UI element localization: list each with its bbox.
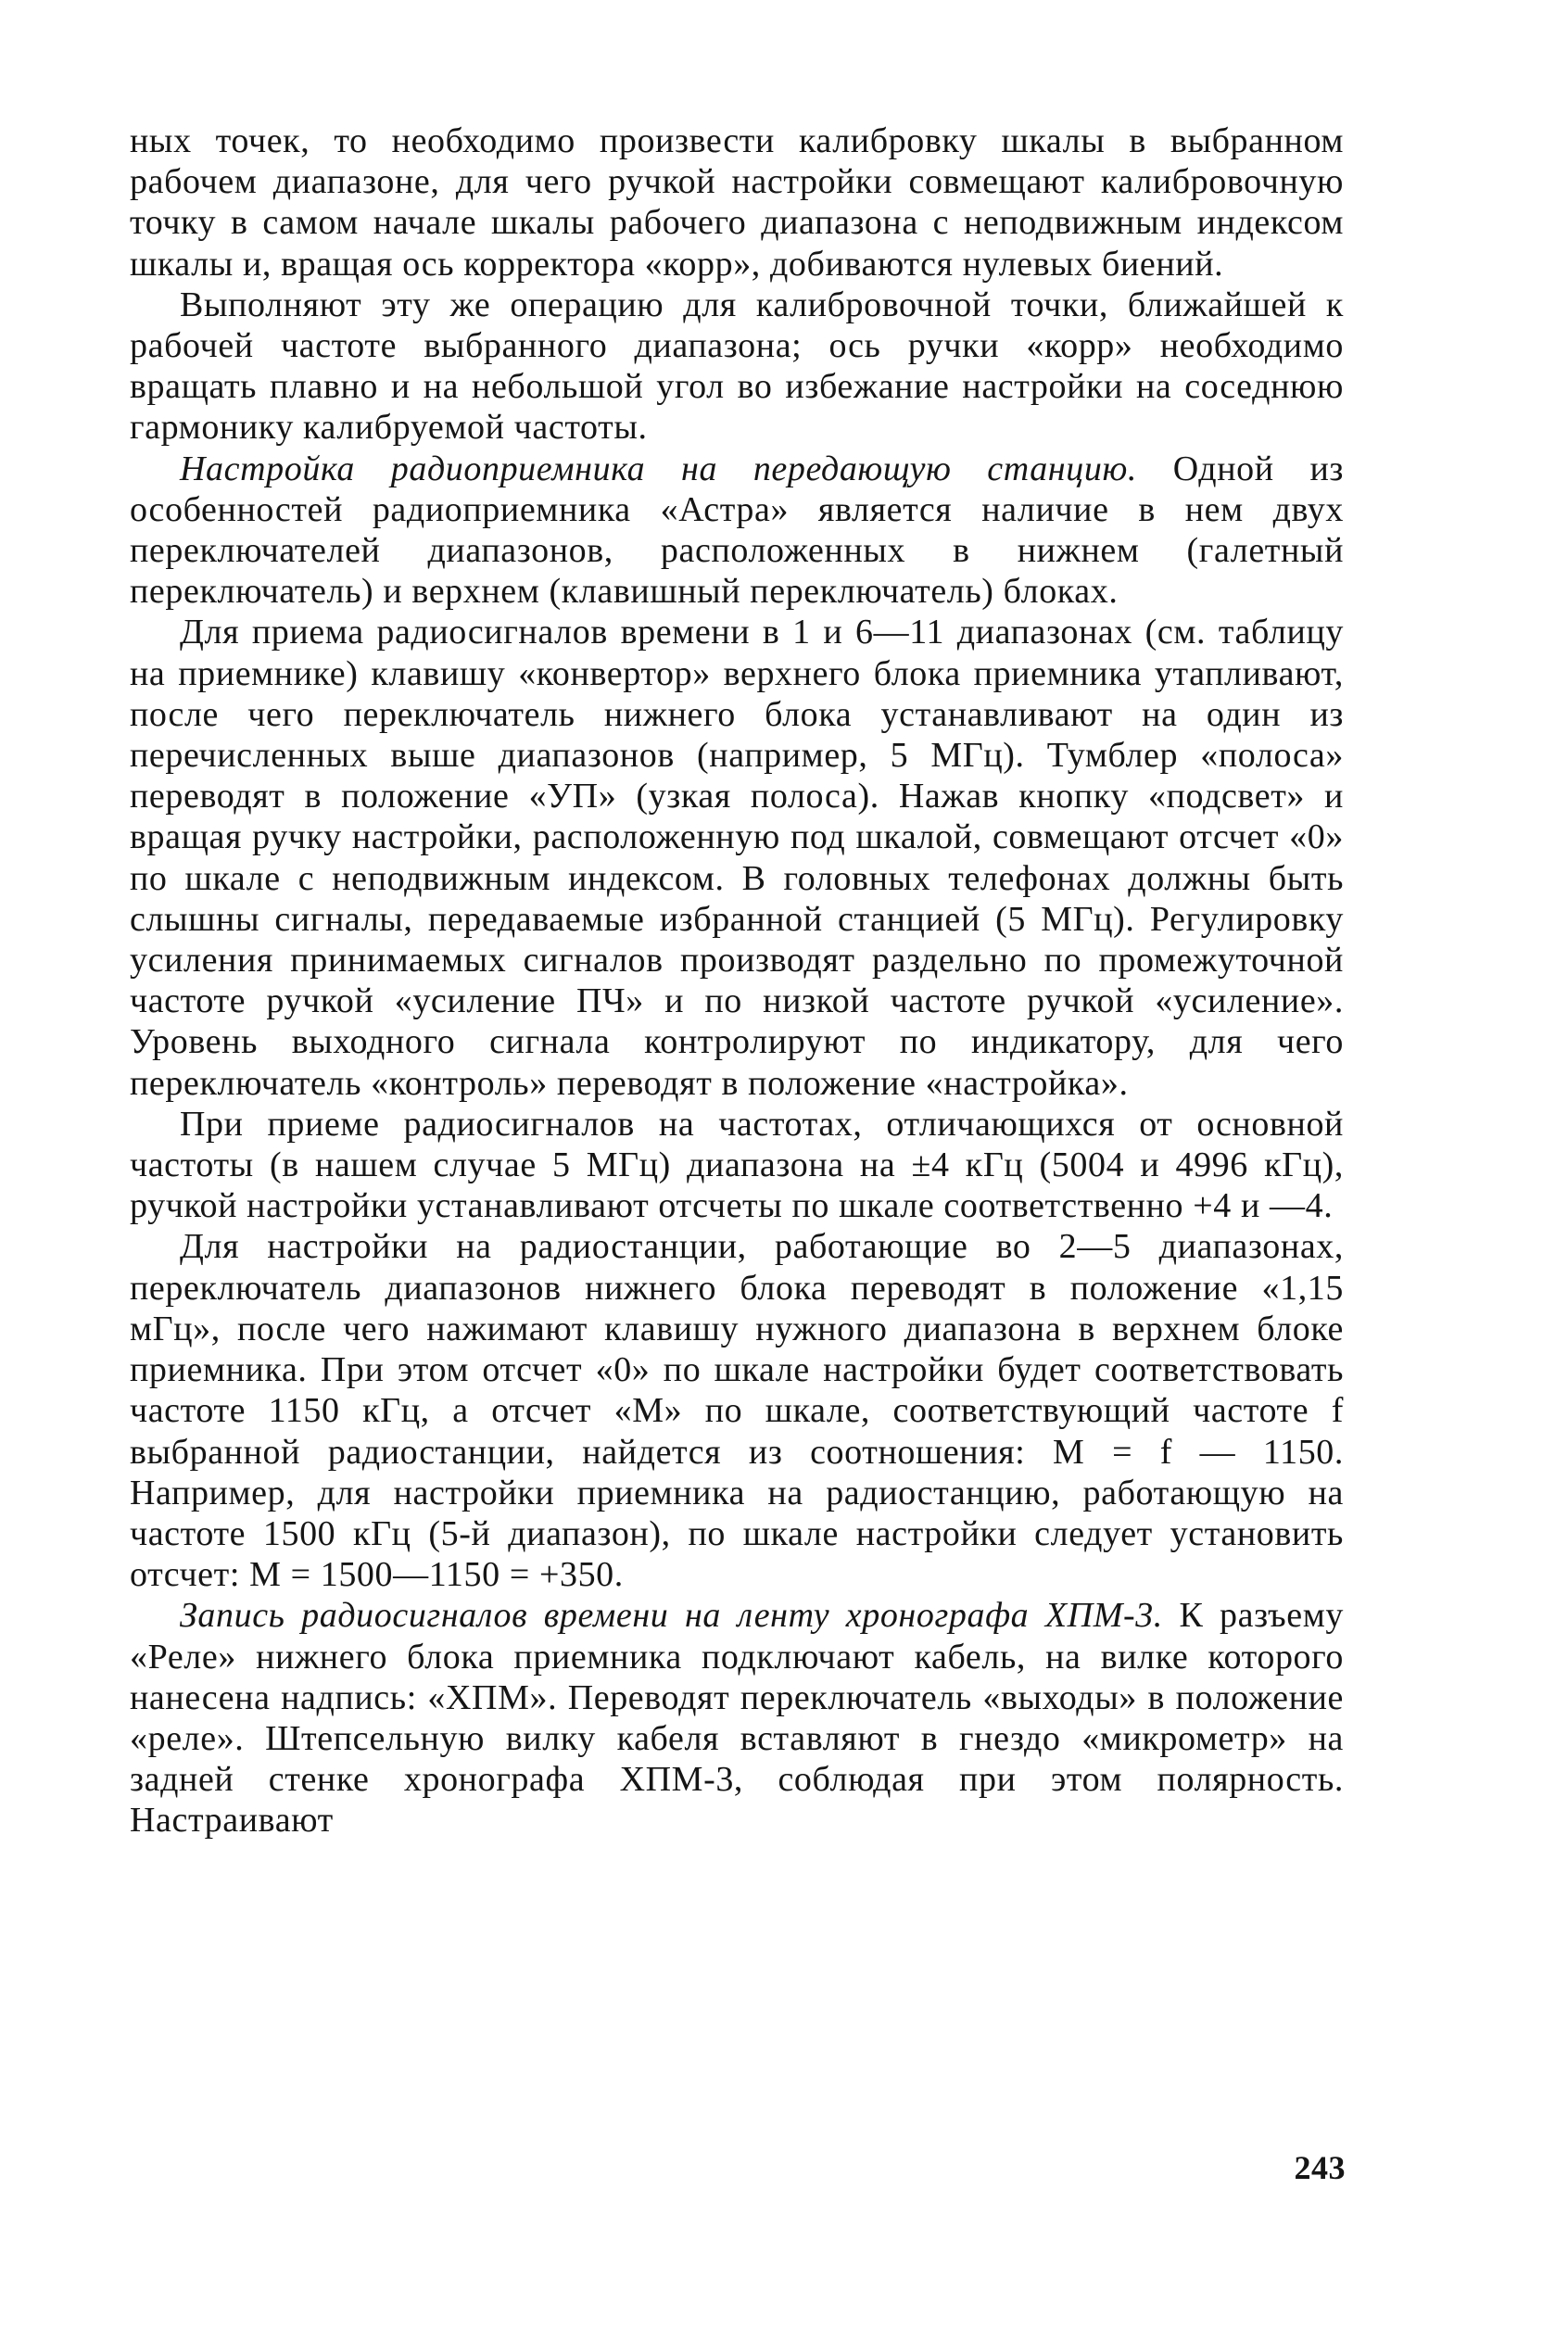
paragraph-text: Одной из особенностей радиоприемника «Астра» является наличие в нем двух переключателей диапазонов, расположенных в нижнем (галетный переключатель) и верхнем (клавишный переключатель) блоках. [130, 449, 1344, 612]
body-text [130, 120, 1344, 1841]
paragraph-text: ных точек, то необходимо произвести калибровку шкалы в выбранном рабочем диапазоне, для чего ручкой настройки совмещают калибровочную точку в самом начале шкалы рабочего диапазона с неподвижным индексом шкалы и, вращая ось корректора «корр», добиваются нулевых биений. [130, 121, 1344, 284]
paragraph-text: К разъему «Реле» нижнего блока приемника подключают кабель, на вилке которого нанесена надпись: «ХПМ». Переводят переключатель «выходы» в положение «реле». Штепсельную вилку кабеля вставляют в гнездо «микрометр» на задней стенке хронографа ХПМ-3, соблюдая при этом полярность. Настраивают [130, 1596, 1344, 1841]
paragraph [130, 1226, 1344, 1595]
paragraph [130, 285, 1344, 449]
paragraph-text: Для настройки на радиостанции, работающие во 2—5 диапазонах, переключатель диапазонов нижнего блока переводят в положение «1,15 мГц», после чего нажимают клавишу нужного диапазона в верхнем блоке приемника. При этом отсчет «0» по шкале настройки будет соответствовать частоте 1150 кГц, а отсчет «М» по шкале, соответствующий частоте f выбранной радиостанции, найдется из соотношения: М = f — 1150. Например, для настройки приемника на радиостанцию, работающую на частоте 1500 кГц (5-й диапазон), по шкале настройки следует установить отсчет: М = 1500—1150 = +350. [130, 1227, 1344, 1595]
paragraph [130, 449, 1344, 613]
paragraph-italic-heading: Запись радиосигналов времени на ленту хронографа ХПМ-3. [180, 1596, 1163, 1636]
paragraph [130, 120, 1344, 285]
paragraph [130, 1595, 1344, 1841]
paragraph-text: Выполняют эту же операцию для калибровочной точки, ближайшей к рабочей частоте выбранного диапазона; ось ручки «корр» необходимо вращать плавно и на небольшой угол во избежание настройки на соседнюю гармонику калибруемой частоты. [130, 285, 1344, 448]
paragraph [130, 1104, 1344, 1227]
paragraph-text: При приеме радиосигналов на частотах, отличающихся от основной частоты (в нашем случае 5 МГц) диапазона на ±4 кГц (5004 и 4996 кГц), ручкой настройки устанавливают отсчеты по шкале соответственно +4 и —4. [130, 1104, 1344, 1226]
paragraph-italic-heading: Настройка радиоприемника на передающую станцию. [180, 449, 1137, 488]
paragraph-text: Для приема радиосигналов времени в 1 и 6—11 диапазонах (см. таблицу на приемнике) клавишу «конвертор» верхнего блока приемника утапливают, после чего переключатель нижнего блока устанавливают на один из перечисленных выше диапазонов (например, 5 МГц). Тумблер «полоса» переводят в положение «УП» (узкая полоса). Нажав кнопку «подсвет» и вращая ручку настройки, расположенную под шкалой, совмещают отсчет «0» по шкале с неподвижным индексом. В головных телефонах должны быть слышны сигналы, передаваемые избранной станцией (5 МГц). Регулировку усиления принимаемых сигналов производят раздельно по промежуточной частоте ручкой «усиление ПЧ» и по низкой частоте ручкой «усиление». Уровень выходного сигнала контролируют по индикатору, для чего переключатель «контроль» переводят в положение «настройка». [130, 613, 1344, 1103]
paragraph [130, 612, 1344, 1103]
page-number: 243 [1294, 2149, 1346, 2186]
